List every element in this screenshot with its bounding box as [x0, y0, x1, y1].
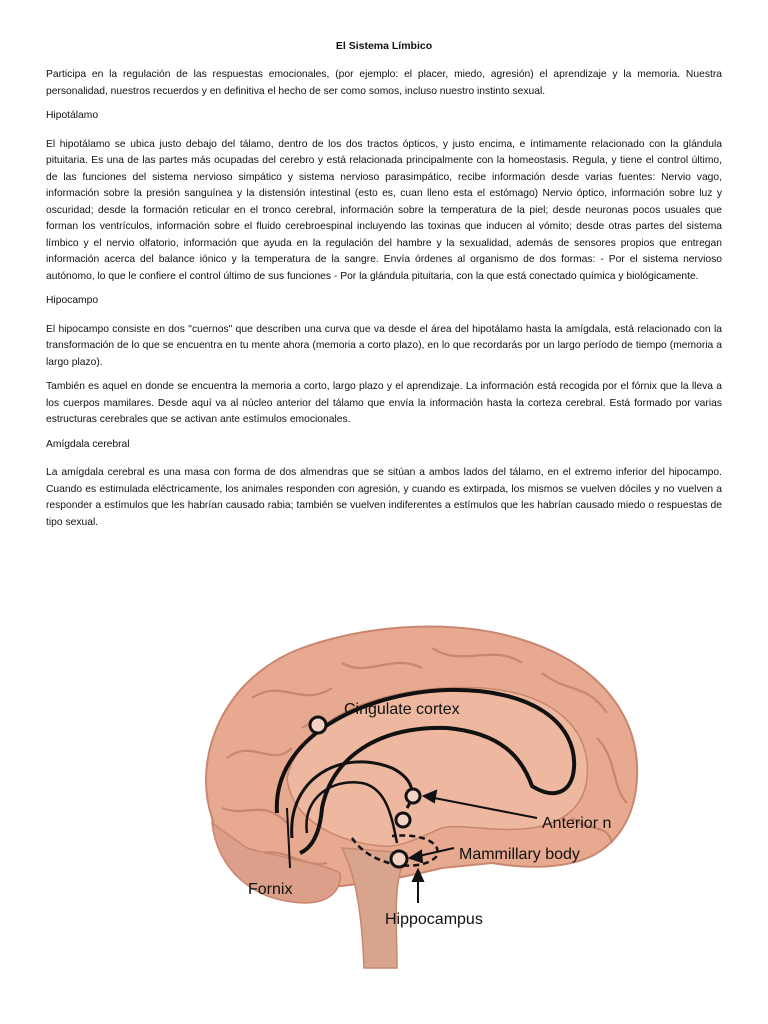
amigdala-paragraph: La amígdala cerebral es una masa con forma de dos almendras que se sitúan a ambos lados del tálamo, en el extremo inferior del hipocampo. Cuando es estimulada eléctricamente, los animales responden con agresión, y cuando es extirpada, los mismos se vuelven dóciles y no vuelven a responder a estímulos que les habrían causado rabia; también se vuelven indiferentes a estímulos que les habrían causado miedo o respuestas de tipo sexual. — [46, 467, 722, 528]
label-anterior-n: Anterior n — [542, 815, 612, 832]
hipocampo-paragraph-2: También es aquel en donde se encuentra la memoria a corto, largo plazo y el aprendizaje. La información está recogida por el fórnix que la lleva a los cuerpos mamilares. Desde aquí va al núcleo anterior del tálamo que envía la información hasta la corteza cerebral. Está formado por varias estructuras cerebrales que se activan ante estímulos emocionales. — [46, 381, 722, 425]
limbic-brain-figure — [192, 618, 642, 978]
anterior-node-2 — [396, 813, 410, 827]
mammillary-node — [391, 851, 407, 867]
document-page — [46, 40, 722, 539]
brain-diagram — [192, 618, 642, 978]
label-fornix: Fornix — [248, 881, 293, 898]
document-title: El Sistema Límbico — [335, 40, 433, 52]
section-heading-hipotalamo: Hipotálamo — [46, 110, 99, 121]
anterior-node-1 — [406, 789, 420, 803]
section-heading-hipocampo: Hipocampo — [46, 295, 99, 306]
label-mammillary-body: Mammillary body — [459, 846, 580, 863]
label-cingulate-cortex: Cingulate cortex — [344, 701, 460, 718]
hipocampo-paragraph-1: El hipocampo consiste en dos "cuernos" que describen una curva que va desde el área del hipotálamo hasta la amígdala, está relacionado con la transformación de lo que se encuentra en tu mente ahora (memoria a corto plazo), en lo que recordarás por un largo período de tiempo (memoria a largo plazo). — [46, 323, 722, 368]
cingulate-node — [310, 717, 326, 733]
label-hippocampus: Hippocampus — [385, 911, 483, 928]
intro-paragraph: Participa en la regulación de las respuestas emocionales, (por ejemplo: el placer, miedo, agresión) el aprendizaje y la memoria. Nuestra personalidad, nuestros recuerdos y en definitiva el hecho de ser como somos, incluso nuestro instinto sexual. — [46, 69, 722, 97]
hipotalamo-paragraph: El hipotálamo se ubica justo debajo del tálamo, dentro de los dos tractos ópticos, y justo encima, e íntimamente relacionado con la glándula pituitaria. Es una de las partes más ocupadas del cerebro y está relacionada principalmente con la homeostasis. Regula, y tiene el control último, de las funciones del sistema nervioso simpático y sistema nervioso parasimpático, recibe información desde varias fuentes: Nervio vago, información sobre la presión sanguínea y la distensión intestinal (esto es, cuan lleno esta el estómago) Nervio óptico, información sobre luz y oscuridad; desde la formación reticular en el tronco cerebral, información sobre la temperatura de la piel; desde neuronas pocos usuales que forman los ventrículos, información sobre el fluido cerebroespinal incluyendo las toxinas que inducen al vómito; desde otras partes del sistema límbico y el nervio olfatorio, información que ayuda en la regulación del hambre y la sexualidad, además de sensores propios que entregan información acerca del balance iónico y la temperatura de la sangre. Envía órdenes al organismo de dos formas: - Por el sistema nervioso autónomo, lo que le confiere el control último de sus funciones - Por la glándula pituitaria, con la que está conectado química y biológicamente. — [46, 138, 722, 282]
section-heading-amigdala: Amígdala cerebral — [46, 438, 130, 450]
